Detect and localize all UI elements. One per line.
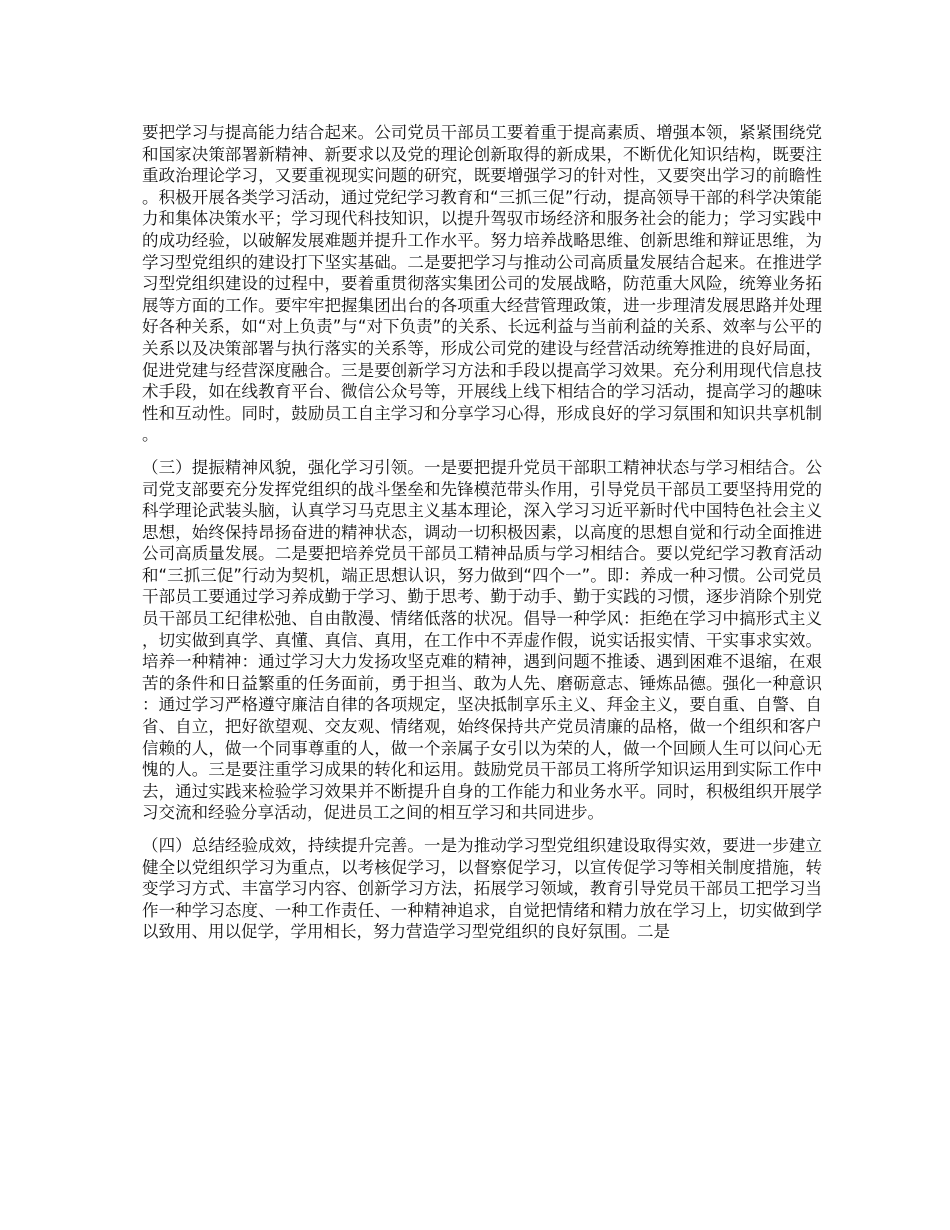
paragraph-section-three: （三）提振精神风貌，强化学习引领。一是要把提升党员干部职工精神状态与学习相结合。公司党支部要充分发挥党组织的战斗堡垒和先锋模范带头作用，引导党员干部员工要坚持用党的科学理论武装头脑，认真学习马克思主义基本理论，深入学习习近平新时代中国特色社会主义思想，始终保持昂扬奋进的精神状态，调动一切积极因素，以高度的思想自觉和行动全面推进公司高质量发展。二是要把培养党员干部员工精神品质与学习相结合。要以党纪学习教育活动和“三抓三促”行动为契机，端正思想认识，努力做到“四个一”。即：养成一种习惯。公司党员干部员工要通过学习养成勤于学习、勤于思考、勤于动手、勤于实践的习惯，逐步消除个别党员干部员工纪律松弛、自由散漫、情绪低落的状况。倡导一种学风：拒绝在学习中搞形式主义，切实做到真学、真懂、真信、真用，在工作中不弄虚作假，说实话报实情、干实事求实效。培养一种精神：通过学习大力发扬攻坚克难的精神，遇到问题不推诿、遇到困难不退缩，在艰苦的条件和日益繁重的任务面前，勇于担当、敢为人先、磨砺意志、锤炼品德。强化一种意识：通过学习严格遵守廉洁自律的各项规定，坚决抵制享乐主义、拜金主义，要自重、自警、自省、自立，把好欲望观、交友观、情绪观，始终保持共产党员清廉的品格，做一个组织和客户信赖的人，做一个同事尊重的人，做一个亲属子女引以为荣的人，做一个回顾人生可以问心无愧的人。三是要注重学习成果的转化和运用。鼓励党员干部员工将所学知识运用到实际工作中去，通过实践来检验学习效果并不断提升自身的工作能力和业务水平。同时，积极组织开展学习交流和经验分享活动，促进员工之间的相互学习和共同进步。 [142, 457, 822, 823]
document-page [142, 122, 822, 943]
paragraph-learning-and-ability: 要把学习与提高能力结合起来。公司党员干部员工要着重于提高素质、增强本领，紧紧围绕党和国家决策部署新精神、新要求以及党的理论创新取得的新成果，不断优化知识结构，既要注重政治理论学习，又要重视现实问题的研究，既要增强学习的针对性，又要突出学习的前瞻性。积极开展各类学习活动，通过党纪学习教育和“三抓三促”行动，提高领导干部的科学决策能力和集体决策水平；学习现代科技知识，以提升驾驭市场经济和服务社会的能力；学习实践中的成功经验，以破解发展难题并提升工作水平。努力培养战略思维、创新思维和辩证思维，为学习型党组织的建设打下坚实基础。二是要把学习与推动公司高质量发展结合起来。在推进学习型党组织建设的过程中，要着重贯彻落实集团公司的发展战略，防范重大风险，统筹业务拓展等方面的工作。要牢牢把握集团出台的各项重大经营管理政策，进一步理清发展思路并处理好各种关系，如“对上负责”与“对下负责”的关系、长远利益与当前利益的关系、效率与公平的关系以及决策部署与执行落实的关系等，形成公司党的建设与经营活动统筹推进的良好局面，促进党建与经营深度融合。三是要创新学习方法和手段以提高学习效果。充分利用现代信息技术手段，如在线教育平台、微信公众号等，开展线上线下相结合的学习活动，提高学习的趣味性和互动性。同时，鼓励员工自主学习和分享学习心得，形成良好的学习氛围和知识共享机制。 [142, 123, 822, 445]
paragraph-section-four: （四）总结经验成效，持续提升完善。一是为推动学习型党组织建设取得实效，要进一步建立健全以党组织学习为重点，以考核促学习，以督察促学习，以宣传促学习等相关制度措施，转变学习方式、丰富学习内容、创新学习方法，拓展学习领域，教育引导党员干部员工把学习当作一种学习态度、一种工作责任、一种精神追求，自觉把情绪和精力放在学习上，切实做到学以致用、用以促学，学用相长，努力营造学习型党组织的良好氛围。二是 [142, 836, 822, 942]
